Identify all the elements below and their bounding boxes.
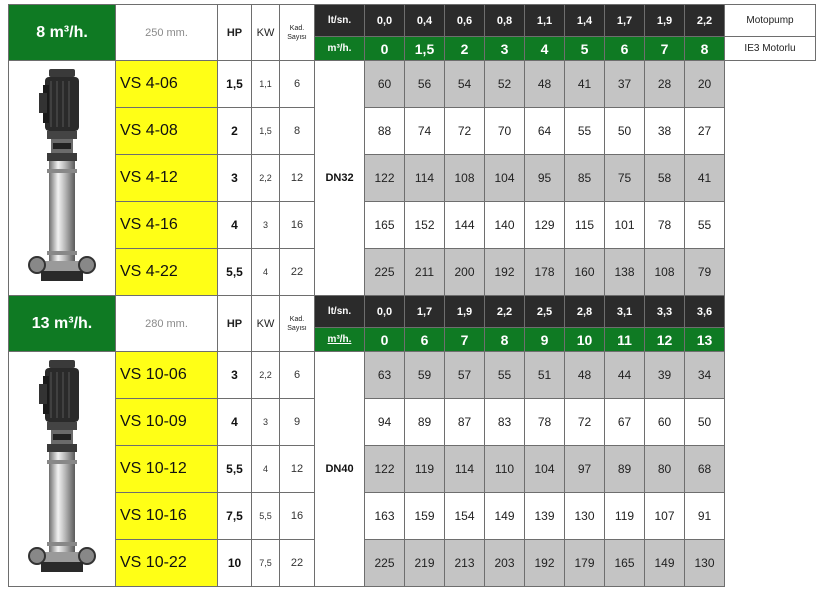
head-value: 104 [525,446,565,493]
model-stages: 22 [280,249,315,296]
model-hp: 2 [218,108,252,155]
lts-label: lt/sn. [315,5,365,37]
head-value: 159 [405,493,445,540]
flow-m3h-value: 7 [645,37,685,61]
model-row [9,493,816,540]
head-value: 60 [365,61,405,108]
flow-m3h-value: 12 [645,328,685,352]
section-header-row [9,296,816,328]
connection-size: DN32 [315,61,365,296]
flow-lts-value: 1,4 [565,5,605,37]
m3h-label: m³/h. [315,37,365,61]
model-stages: 9 [280,399,315,446]
head-value: 78 [525,399,565,446]
model-kw: 2,2 [252,155,280,202]
model-hp: 10 [218,540,252,587]
vertical-pump-image [27,65,97,287]
model-row [9,352,816,399]
model-row [9,540,816,587]
flow-lts-value: 0,8 [485,5,525,37]
head-value: 114 [405,155,445,202]
head-value: 114 [445,446,485,493]
model-hp: 3 [218,155,252,202]
head-value: 55 [485,352,525,399]
head-value: 192 [485,249,525,296]
pump-diameter: 280 mm. [116,296,218,352]
model-row [9,108,816,155]
flow-lts-value: 0,6 [445,5,485,37]
head-value: 75 [605,155,645,202]
head-value: 94 [365,399,405,446]
head-value: 213 [445,540,485,587]
head-value: 63 [365,352,405,399]
model-kw: 4 [252,249,280,296]
head-value: 56 [405,61,445,108]
model-kw: 3 [252,202,280,249]
stage-count-header: Kad. Sayısı [280,296,315,352]
head-value: 178 [525,249,565,296]
head-value: 80 [645,446,685,493]
head-value: 48 [525,61,565,108]
flow-lts-value: 2,5 [525,296,565,328]
model-stages: 16 [280,202,315,249]
model-name: VS 10-09 [116,399,218,446]
model-row [9,399,816,446]
model-kw: 4 [252,446,280,493]
head-value: 211 [405,249,445,296]
head-value: 129 [525,202,565,249]
head-value: 97 [565,446,605,493]
kw-header: KW [252,5,280,61]
model-kw: 1,5 [252,108,280,155]
model-hp: 4 [218,202,252,249]
section-header-row [9,5,816,37]
flow-m3h-value: 10 [565,328,605,352]
head-value: 70 [485,108,525,155]
head-value: 41 [565,61,605,108]
head-value: 41 [685,155,725,202]
pump-spec-table [8,4,816,587]
head-value: 225 [365,249,405,296]
model-hp: 5,5 [218,249,252,296]
head-value: 50 [605,108,645,155]
flow-m3h-value: 9 [525,328,565,352]
head-value: 72 [445,108,485,155]
model-row [9,202,816,249]
head-value: 37 [605,61,645,108]
head-value: 52 [485,61,525,108]
lts-label: lt/sn. [315,296,365,328]
head-value: 163 [365,493,405,540]
flow-lts-value: 2,2 [485,296,525,328]
head-value: 59 [405,352,445,399]
head-value: 144 [445,202,485,249]
head-value: 89 [405,399,445,446]
head-value: 107 [645,493,685,540]
model-stages: 16 [280,493,315,540]
head-value: 39 [645,352,685,399]
head-value: 54 [445,61,485,108]
vertical-pump-image [27,356,97,578]
flow-lts-value: 3,1 [605,296,645,328]
head-value: 130 [685,540,725,587]
head-value: 149 [645,540,685,587]
head-value: 78 [645,202,685,249]
flow-lts-value: 2,2 [685,5,725,37]
head-value: 64 [525,108,565,155]
m3h-label: m³/h. [315,328,365,352]
pump-diameter: 250 mm. [116,5,218,61]
legend-ie3-motor: IE3 Motorlu [725,37,816,61]
head-value: 48 [565,352,605,399]
head-value: 165 [605,540,645,587]
pump-image-cell [9,352,116,587]
head-value: 138 [605,249,645,296]
model-name: VS 10-06 [116,352,218,399]
model-kw: 7,5 [252,540,280,587]
head-value: 165 [365,202,405,249]
head-value: 89 [605,446,645,493]
legend-motopump: Motopump [725,5,816,37]
flow-lts-value: 0,0 [365,296,405,328]
model-name: VS 4-22 [116,249,218,296]
model-stages: 12 [280,155,315,202]
head-value: 225 [365,540,405,587]
head-value: 83 [485,399,525,446]
head-value: 122 [365,446,405,493]
head-value: 108 [445,155,485,202]
model-hp: 7,5 [218,493,252,540]
flow-m3h-value: 5 [565,37,605,61]
model-name: VS 4-08 [116,108,218,155]
model-hp: 1,5 [218,61,252,108]
head-value: 154 [445,493,485,540]
legend-blank [725,328,816,352]
model-kw: 5,5 [252,493,280,540]
head-value: 203 [485,540,525,587]
head-value: 219 [405,540,445,587]
legend-blank [725,352,816,587]
flow-lts-value: 2,8 [565,296,605,328]
model-kw: 1,1 [252,61,280,108]
head-value: 51 [525,352,565,399]
flow-m3h-value: 0 [365,328,405,352]
model-stages: 12 [280,446,315,493]
head-value: 101 [605,202,645,249]
model-stages: 6 [280,352,315,399]
head-value: 72 [565,399,605,446]
head-value: 79 [685,249,725,296]
model-name: VS 10-12 [116,446,218,493]
head-value: 60 [645,399,685,446]
head-value: 149 [485,493,525,540]
legend-blank [725,61,816,296]
head-value: 91 [685,493,725,540]
model-hp: 5,5 [218,446,252,493]
head-value: 20 [685,61,725,108]
head-value: 38 [645,108,685,155]
model-hp: 4 [218,399,252,446]
head-value: 57 [445,352,485,399]
head-value: 160 [565,249,605,296]
flow-m3h-value: 11 [605,328,645,352]
model-row [9,61,816,108]
head-value: 50 [685,399,725,446]
head-value: 27 [685,108,725,155]
flow-m3h-value: 13 [685,328,725,352]
head-value: 130 [565,493,605,540]
head-value: 104 [485,155,525,202]
model-name: VS 10-16 [116,493,218,540]
hp-header: HP [218,5,252,61]
model-kw: 2,2 [252,352,280,399]
flow-m3h-value: 1,5 [405,37,445,61]
head-value: 85 [565,155,605,202]
model-name: VS 4-12 [116,155,218,202]
flow-m3h-value: 8 [685,37,725,61]
head-value: 152 [405,202,445,249]
flow-m3h-value: 3 [485,37,525,61]
head-value: 67 [605,399,645,446]
flow-lts-value: 0,0 [365,5,405,37]
model-hp: 3 [218,352,252,399]
flow-lts-value: 0,4 [405,5,445,37]
flow-lts-value: 1,7 [405,296,445,328]
model-name: VS 10-22 [116,540,218,587]
head-value: 179 [565,540,605,587]
legend-blank [725,296,816,328]
head-value: 55 [565,108,605,155]
flow-rate-title: 8 m³/h. [9,5,116,61]
kw-header: KW [252,296,280,352]
hp-header: HP [218,296,252,352]
model-name: VS 4-16 [116,202,218,249]
head-value: 200 [445,249,485,296]
model-name: VS 4-06 [116,61,218,108]
head-value: 88 [365,108,405,155]
head-value: 110 [485,446,525,493]
head-value: 119 [405,446,445,493]
flow-m3h-value: 2 [445,37,485,61]
flow-m3h-value: 6 [605,37,645,61]
flow-lts-value: 3,3 [645,296,685,328]
model-stages: 8 [280,108,315,155]
pump-image-cell [9,61,116,296]
flow-m3h-value: 0 [365,37,405,61]
model-kw: 3 [252,399,280,446]
head-value: 55 [685,202,725,249]
model-stages: 6 [280,61,315,108]
head-value: 28 [645,61,685,108]
model-row [9,249,816,296]
head-value: 44 [605,352,645,399]
flow-lts-value: 1,7 [605,5,645,37]
stage-count-header: Kad. Sayısı [280,5,315,61]
head-value: 74 [405,108,445,155]
flow-lts-value: 1,1 [525,5,565,37]
flow-m3h-value: 8 [485,328,525,352]
connection-size: DN40 [315,352,365,587]
head-value: 108 [645,249,685,296]
head-value: 139 [525,493,565,540]
flow-m3h-value: 7 [445,328,485,352]
flow-lts-value: 1,9 [645,5,685,37]
flow-lts-value: 3,6 [685,296,725,328]
head-value: 192 [525,540,565,587]
model-stages: 22 [280,540,315,587]
head-value: 119 [605,493,645,540]
head-value: 122 [365,155,405,202]
model-row [9,446,816,493]
flow-lts-value: 1,9 [445,296,485,328]
flow-m3h-value: 6 [405,328,445,352]
model-row [9,155,816,202]
head-value: 58 [645,155,685,202]
head-value: 87 [445,399,485,446]
head-value: 140 [485,202,525,249]
flow-m3h-value: 4 [525,37,565,61]
head-value: 95 [525,155,565,202]
head-value: 34 [685,352,725,399]
flow-rate-title: 13 m³/h. [9,296,116,352]
head-value: 68 [685,446,725,493]
head-value: 115 [565,202,605,249]
